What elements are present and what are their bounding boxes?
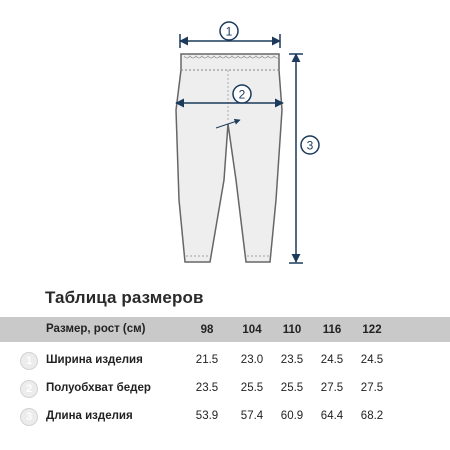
table-cell: 60.9 (280, 410, 304, 422)
row-number-badge: 2 (20, 380, 38, 398)
size-header-110: 110 (282, 324, 302, 336)
row-label: Ширина изделия (46, 354, 143, 366)
table-row-width (0, 352, 450, 372)
marker-1-label: 1 (225, 24, 233, 39)
size-header-98: 98 (200, 324, 214, 336)
pants-outline (176, 54, 282, 262)
row-label: Длина изделия (46, 410, 133, 422)
table-cell: 23.5 (280, 354, 304, 366)
table-cell: 23.5 (195, 382, 219, 394)
table-cell: 53.9 (195, 410, 219, 422)
table-cell: 68.2 (360, 410, 384, 422)
size-table-title: Таблица размеров (45, 288, 204, 307)
marker-3-label: 3 (306, 138, 314, 153)
size-header-116: 116 (322, 324, 342, 336)
size-header-122: 122 (362, 324, 382, 336)
size-header-label: Размер, рост (см) (46, 323, 146, 335)
table-cell: 25.5 (280, 382, 304, 394)
table-row-length (0, 408, 450, 428)
table-cell: 27.5 (360, 382, 384, 394)
table-row-hip (0, 380, 450, 400)
table-cell: 64.4 (320, 410, 344, 422)
table-cell: 23.0 (240, 354, 264, 366)
table-cell: 25.5 (240, 382, 264, 394)
marker-2-label: 2 (238, 87, 246, 102)
table-cell: 21.5 (195, 354, 219, 366)
table-cell: 24.5 (360, 354, 384, 366)
table-cell: 24.5 (320, 354, 344, 366)
table-cell: 27.5 (320, 382, 344, 394)
row-number-badge: 1 (20, 352, 38, 370)
row-number-badge: 3 (20, 408, 38, 426)
table-cell: 57.4 (240, 410, 264, 422)
size-header-104: 104 (242, 324, 262, 336)
row-label: Полуобхват бедер (46, 382, 151, 394)
